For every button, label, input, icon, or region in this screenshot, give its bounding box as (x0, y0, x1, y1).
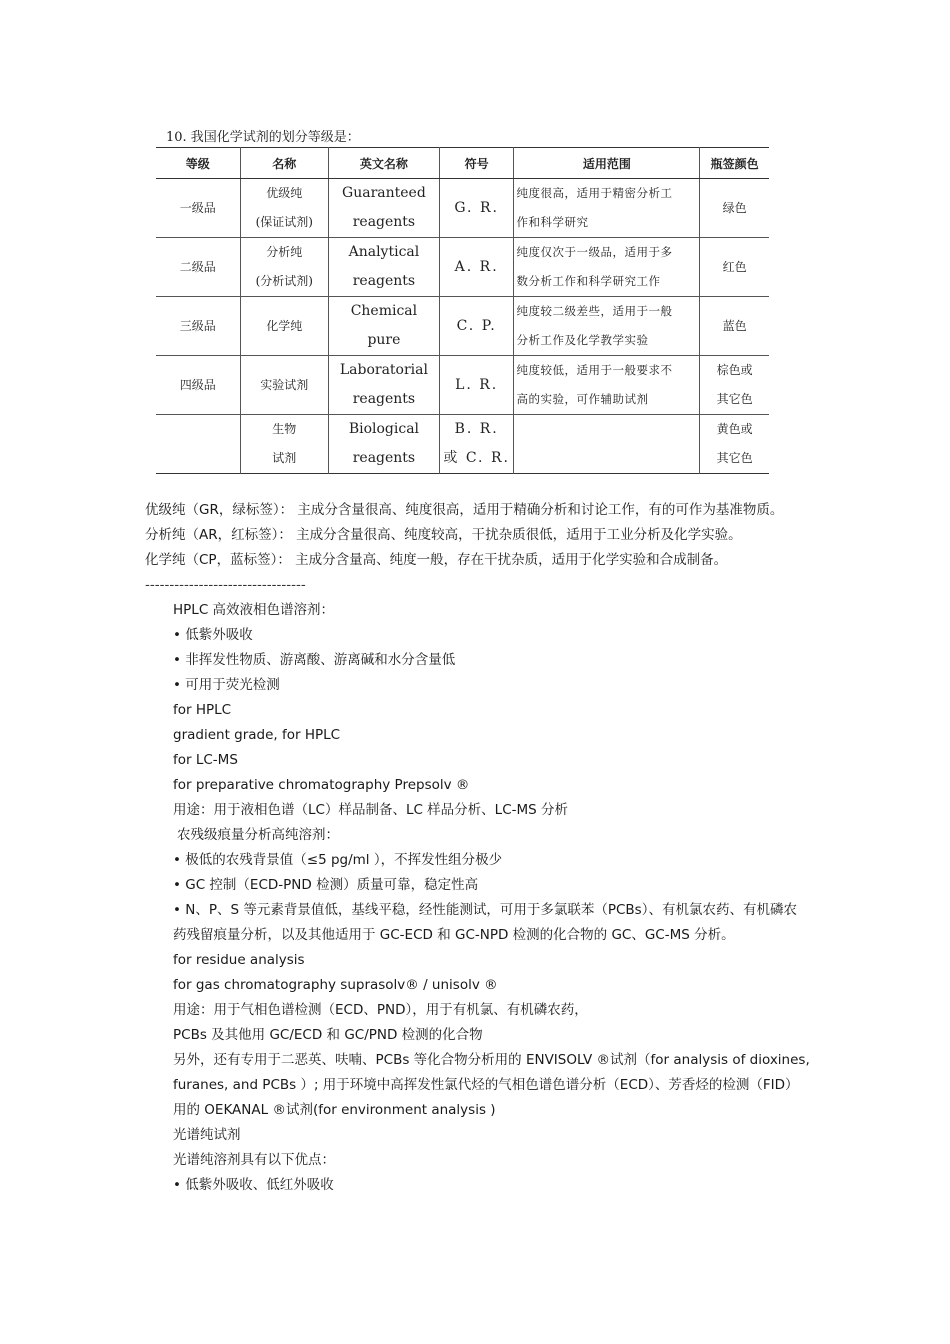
list-item: • 极低的农残背景值（≤5 pg/ml ），不挥发性组分极少 (173, 852, 503, 868)
cell-english-name: Chemical pure (329, 297, 440, 356)
header-grade: 等级 (156, 148, 240, 179)
cell-scope: 纯度较二级差些，适用于一般 分析工作及化学教学实验 (514, 297, 700, 356)
cell-name: 生物 试剂 (240, 415, 329, 474)
cell-name: 化学纯 (240, 297, 329, 356)
residue-extra: 另外，还有专用于二恶英、呋喃、PCBs 等化合物分析用的 ENVISOLV ®试剂（for analysis of dioxines, furanes, and PCBs ）; 用于环境中高挥发性氯代烃的气相色谱色谱分析（ECD）、芳香烃的检测（FID）用的 OEKANAL ®试剂(for environment analysis ) (173, 1052, 810, 1118)
cell-grade: 四级品 (156, 356, 240, 415)
table-header-row (156, 148, 769, 179)
table-row (156, 179, 769, 238)
cell-name: 优级纯 (保证试剂) (240, 179, 329, 238)
grade-line: for gas chromatography suprasolv® / unisolv ® (173, 977, 498, 993)
cell-label-color: 蓝色 (700, 297, 769, 356)
grade-line: for preparative chromatography Prepsolv ® (173, 777, 470, 793)
grade-line: gradient grade, for HPLC (173, 727, 341, 743)
divider: --------------------------------- (145, 577, 306, 593)
grade-line: for HPLC (173, 702, 232, 718)
paragraph-ar: 分析纯（AR，红标签）： 主成分含量很高、纯度较高，干扰杂质很低，适用于工业分析及化学实验。 (145, 527, 742, 543)
cell-scope: 纯度仅次于一级品，适用于多 数分析工作和科学研究工作 (514, 238, 700, 297)
grade-line: for residue analysis (173, 952, 305, 968)
cell-name: 实验试剂 (240, 356, 329, 415)
cell-name: 分析纯 (分析试剂) (240, 238, 329, 297)
cell-grade (156, 415, 240, 474)
cell-label-color: 棕色或 其它色 (700, 356, 769, 415)
cell-english-name: Biological reagents (329, 415, 440, 474)
paragraph-gr: 优级纯（GR，绿标签）： 主成分含量很高、纯度很高，适用于精确分析和讨论工作，有的可作为基准物质。 (145, 502, 784, 518)
cell-scope: 纯度很高，适用于精密分析工 作和科学研究 (514, 179, 700, 238)
cell-symbol: G. R. (439, 179, 514, 238)
table-row (156, 356, 769, 415)
reagent-grade-table (156, 147, 769, 474)
header-name: 名称 (240, 148, 329, 179)
list-item: • 非挥发性物质、游离酸、游离碱和水分含量低 (173, 652, 456, 668)
table-row (156, 238, 769, 297)
paragraph-cp: 化学纯（CP，蓝标签）： 主成分含量高、纯度一般，存在干扰杂质，适用于化学实验和合成制备。 (145, 552, 728, 568)
header-symbol: 符号 (439, 148, 514, 179)
header-english-name: 英文名称 (329, 148, 440, 179)
residue-heading: 农残级痕量分析高纯溶剂： (177, 827, 339, 843)
spectro-intro: 光谱纯溶剂具有以下优点： (173, 1152, 335, 1168)
cell-label-color: 黄色或 其它色 (700, 415, 769, 474)
list-item: • 低紫外吸收、低红外吸收 (173, 1177, 334, 1193)
list-item: • 低紫外吸收 (173, 627, 253, 643)
list-item: • N、P、S 等元素背景值低，基线平稳，经性能测试，可用于多氯联苯（PCBs）、有机氯农药、有机磷农药残留痕量分析，以及其他适用于 GC-ECD 和 GC-NPD 检测的化合物的 GC、GC-MS 分析。 (173, 902, 797, 943)
hplc-usage: 用途：用于液相色谱（LC）样品制备、LC 样品分析、LC-MS 分析 (173, 802, 569, 818)
cell-grade: 一级品 (156, 179, 240, 238)
cell-label-color: 红色 (700, 238, 769, 297)
cell-label-color: 绿色 (700, 179, 769, 238)
cell-scope (514, 415, 700, 474)
table-row (156, 415, 769, 474)
cell-grade: 二级品 (156, 238, 240, 297)
cell-english-name: Analytical reagents (329, 238, 440, 297)
table-title: 10. 我国化学试剂的划分等级是： (166, 130, 360, 145)
cell-symbol: B. R. 或 C. R. (439, 415, 514, 474)
cell-english-name: Laboratorial reagents (329, 356, 440, 415)
cell-grade: 三级品 (156, 297, 240, 356)
cell-symbol: L. R. (439, 356, 514, 415)
header-scope: 适用范围 (514, 148, 700, 179)
residue-usage: PCBs 及其他用 GC/ECD 和 GC/PND 检测的化合物 (173, 1027, 483, 1043)
cell-english-name: Guaranteed reagents (329, 179, 440, 238)
list-item: • 可用于荧光检测 (173, 677, 280, 693)
cell-scope: 纯度较低，适用于一般要求不 高的实验，可作辅助试剂 (514, 356, 700, 415)
table-row (156, 297, 769, 356)
spectro-heading: 光谱纯试剂 (173, 1127, 241, 1143)
grade-line: for LC-MS (173, 752, 238, 768)
body-text (145, 498, 810, 1198)
cell-symbol: A. R. (439, 238, 514, 297)
hplc-heading: HPLC 高效液相色谱溶剂： (173, 602, 335, 618)
list-item: • GC 控制（ECD-PND 检测）质量可靠，稳定性高 (173, 877, 479, 893)
cell-symbol: C. P. (439, 297, 514, 356)
header-label-color: 瓶签颜色 (700, 148, 769, 179)
residue-usage: 用途：用于气相色谱检测（ECD、PND），用于有机氯、有机磷农药， (173, 1002, 588, 1018)
